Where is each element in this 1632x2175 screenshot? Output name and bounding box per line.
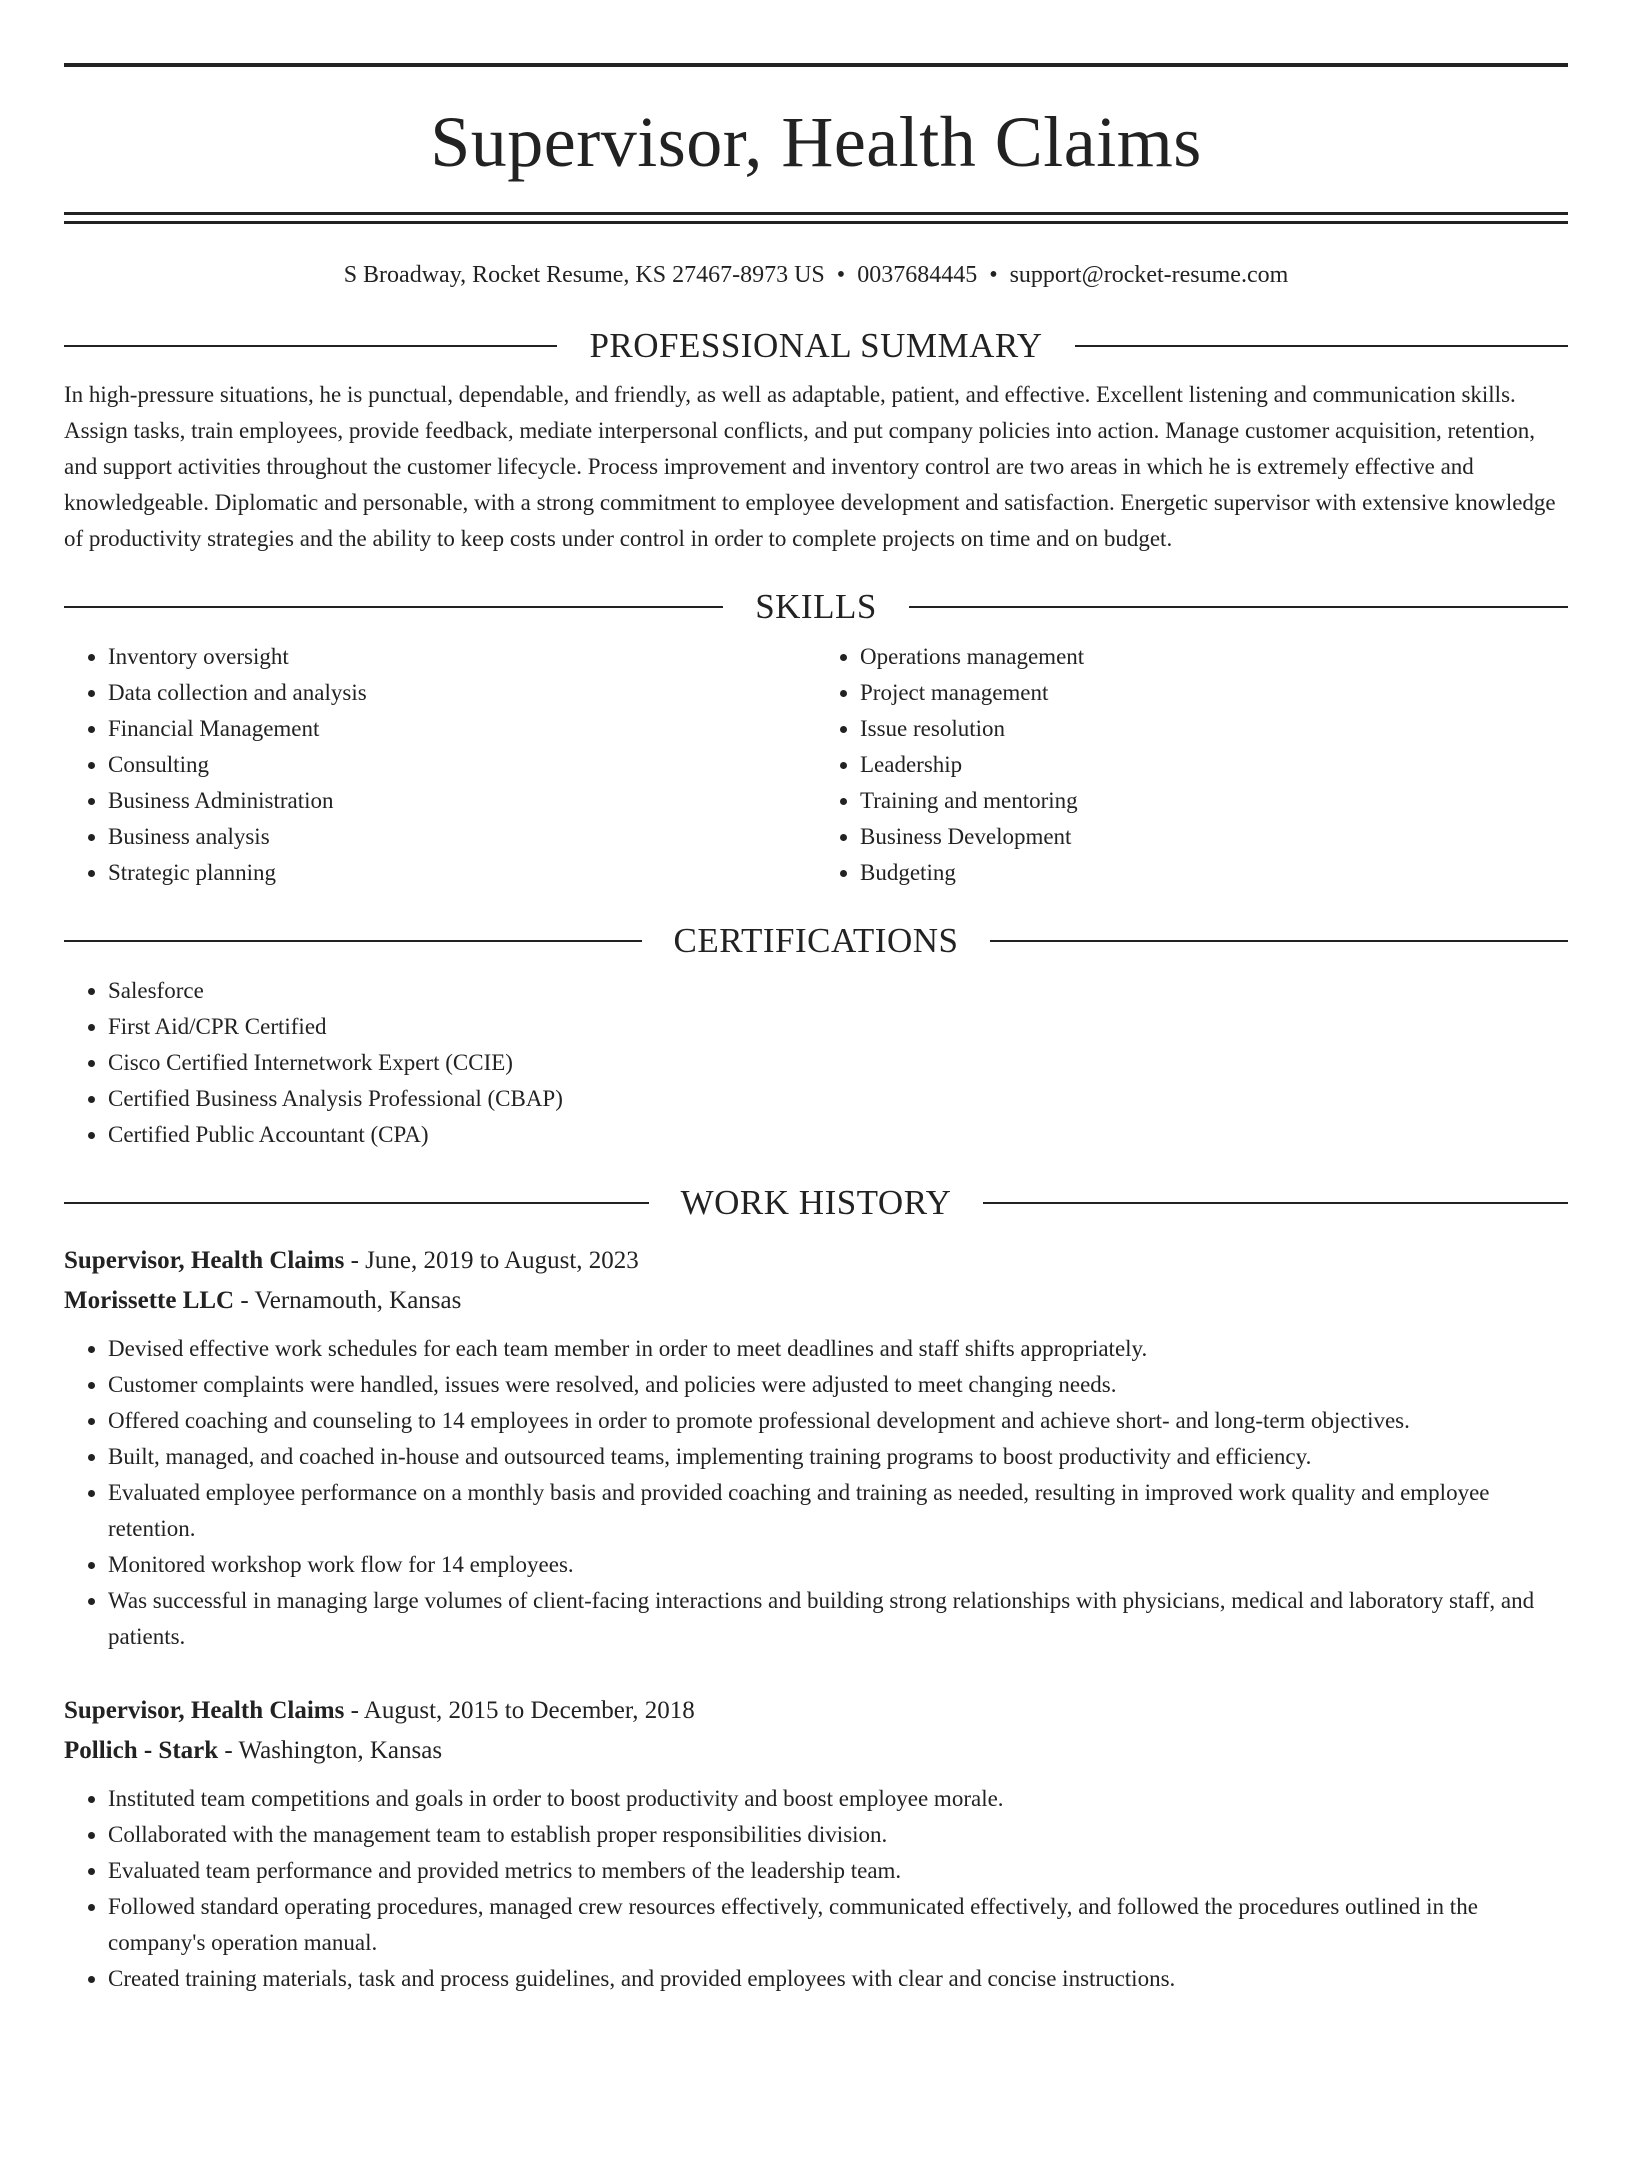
job-title: Supervisor, Health Claims: [64, 1697, 345, 1724]
skill-item: • Budgeting: [860, 855, 1568, 891]
job-entry: [64, 1691, 1568, 1997]
job-bullets: [64, 1331, 1568, 1655]
job-bullet: • Collaborated with the management team to establish proper responsibilities division.: [108, 1817, 1568, 1853]
title-rule: [64, 212, 1568, 215]
heading-rule: [983, 1202, 1568, 1204]
skill-item: • Data collection and analysis: [108, 675, 816, 711]
job-company-line: [64, 1281, 1568, 1321]
work-history-heading-text: WORK HISTORY: [680, 1183, 952, 1222]
skills-heading: [64, 587, 1568, 627]
resume-title: Supervisor, Health Claims: [430, 102, 1202, 182]
contact-separator: •: [836, 262, 846, 288]
certification-item: • Certified Public Accountant (CPA): [108, 1117, 1568, 1153]
jobs-container: [64, 1241, 1568, 1997]
skill-item: • Operations management: [860, 639, 1568, 675]
summary-heading-text: PROFESSIONAL SUMMARY: [589, 326, 1043, 365]
work-history-heading: [64, 1183, 1568, 1223]
job-bullet: • Evaluated team performance and provided metrics to members of the leadership team.: [108, 1853, 1568, 1889]
skill-item: • Training and mentoring: [860, 783, 1568, 819]
certifications-list: [64, 973, 1568, 1153]
certifications-heading: [64, 921, 1568, 961]
job-dates: - June, 2019 to August, 2023: [344, 1247, 639, 1274]
contact-separator: •: [989, 262, 998, 288]
job-company: Pollich - Stark: [64, 1737, 219, 1764]
skill-item: • Financial Management: [108, 711, 816, 747]
job-bullet: • Monitored workshop work flow for 14 employees.: [108, 1547, 1568, 1583]
resume-page: [0, 63, 1632, 2175]
skill-item: • Business Administration: [108, 783, 816, 819]
job-location: - Vernamouth, Kansas: [234, 1287, 462, 1314]
job-title-line: [64, 1691, 1568, 1731]
job-dates: - August, 2015 to December, 2018: [344, 1697, 695, 1724]
title-rule-second: [64, 221, 1568, 224]
certification-item: • Cisco Certified Internetwork Expert (CCIE): [108, 1045, 1568, 1081]
summary-heading: [64, 326, 1568, 366]
job-entry: [64, 1241, 1568, 1655]
certification-item: • Salesforce: [108, 973, 1568, 1009]
contact-email: support@rocket-resume.com: [1009, 262, 1289, 288]
job-bullet: • Was successful in managing large volumes of client-facing interactions and building strong relationships with physicians, medical and laboratory staff, and patients.: [108, 1583, 1568, 1655]
heading-rule: [64, 606, 723, 608]
skill-item: • Leadership: [860, 747, 1568, 783]
job-bullet: • Followed standard operating procedures, managed crew resources effectively, communicated effectively, and followed the procedures outlined in the company's operation manual.: [108, 1889, 1568, 1961]
skills-list-left: [64, 639, 816, 891]
heading-rule: [64, 345, 557, 347]
job-title: Supervisor, Health Claims: [64, 1247, 345, 1274]
heading-rule: [64, 1202, 649, 1204]
certifications-heading-text: CERTIFICATIONS: [673, 921, 959, 960]
heading-rule: [909, 606, 1568, 608]
job-bullet: • Instituted team competitions and goals in order to boost productivity and boost employee morale.: [108, 1781, 1568, 1817]
job-bullet: • Offered coaching and counseling to 14 employees in order to promote professional development and achieve short- and long-term objectives.: [108, 1403, 1568, 1439]
contact-address: S Broadway, Rocket Resume, KS 27467-8973 US: [343, 262, 825, 288]
job-bullet: • Customer complaints were handled, issues were resolved, and policies were adjusted to meet changing needs.: [108, 1367, 1568, 1403]
top-rule: [64, 63, 1568, 67]
skill-item: • Business analysis: [108, 819, 816, 855]
job-bullet: • Built, managed, and coached in-house and outsourced teams, implementing training programs to boost productivity and efficiency.: [108, 1439, 1568, 1475]
job-bullets: [64, 1781, 1568, 1997]
certification-item: • Certified Business Analysis Professional (CBAP): [108, 1081, 1568, 1117]
skills-list-right: [816, 639, 1568, 891]
skill-item: • Project management: [860, 675, 1568, 711]
job-title-line: [64, 1241, 1568, 1281]
contact-line: [64, 260, 1568, 290]
heading-rule: [64, 940, 642, 942]
job-bullet: • Created training materials, task and process guidelines, and provided employees with clear and concise instructions.: [108, 1961, 1568, 1997]
certification-item: • First Aid/CPR Certified: [108, 1009, 1568, 1045]
skill-item: • Inventory oversight: [108, 639, 816, 675]
skill-item: • Issue resolution: [860, 711, 1568, 747]
skills-columns: [64, 639, 1568, 891]
heading-rule: [1075, 345, 1568, 347]
skills-heading-text: SKILLS: [755, 587, 877, 626]
job-bullet: • Evaluated employee performance on a monthly basis and provided coaching and training as needed, resulting in improved work quality and employee retention.: [108, 1475, 1568, 1547]
job-company: Morissette LLC: [64, 1287, 235, 1314]
job-location: - Washington, Kansas: [218, 1737, 443, 1764]
summary-text: In high-pressure situations, he is punctual, dependable, and friendly, as well as adaptable, patient, and effective. Excellent listening and communication skills. Assign tasks, train employees, provide feedback, mediate interpersonal conflicts, and put company policies into action. Manage customer acquisition, retention, and support activities throughout the customer lifecycle. Process improvement and inventory control are two areas in which he is extremely effective and knowledgeable. Diplomatic and personable, with a strong commitment to employee development and satisfaction. Energetic supervisor with extensive knowledge of productivity strategies and the ability to keep costs under control in order to complete projects on time and on budget.: [64, 382, 1556, 551]
skill-item: • Strategic planning: [108, 855, 816, 891]
skill-item: • Business Development: [860, 819, 1568, 855]
job-company-line: [64, 1731, 1568, 1771]
heading-rule: [990, 940, 1568, 942]
job-bullet: • Devised effective work schedules for each team member in order to meet deadlines and staff shifts appropriately.: [108, 1331, 1568, 1367]
contact-phone: 0037684445: [857, 262, 978, 288]
skill-item: • Consulting: [108, 747, 816, 783]
